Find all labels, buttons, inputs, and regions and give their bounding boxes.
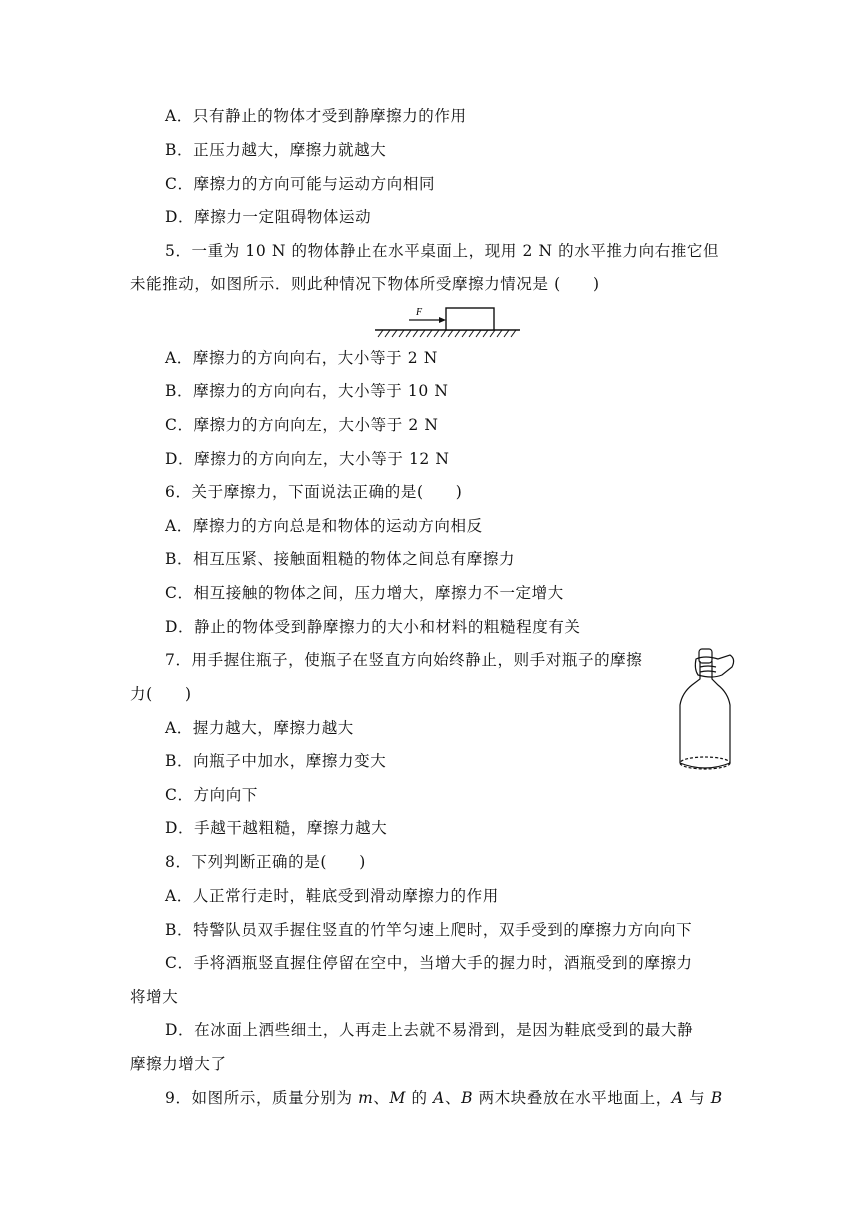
hand (695, 655, 733, 677)
q5-option-d: D．摩擦力的方向向左，大小等于 12 N (165, 450, 450, 468)
q9-var-A: A (433, 1089, 445, 1107)
q8-option-d-line1: D．在冰面上洒些细土，人再走上去就不易滑到，是因为鞋底受到的最大静 (165, 1021, 694, 1039)
q6-option-a: A．摩擦力的方向总是和物体的运动方向相反 (165, 517, 483, 535)
q9-text-2: 的 (406, 1089, 434, 1107)
q7-option-d: D．手越干越粗糙，摩擦力越大 (165, 819, 388, 837)
q8-option-a: A．人正常行走时，鞋底受到滑动摩擦力的作用 (165, 887, 499, 905)
q9-text-4: 与 (683, 1089, 711, 1107)
q8-option-d-line2: 摩擦力增大了 (130, 1055, 227, 1073)
q9-var-B2: B (710, 1089, 723, 1107)
bottle-left-outline (680, 661, 700, 763)
q9-sep-1: 、 (373, 1089, 390, 1107)
q9-var-A2: A (671, 1089, 684, 1107)
q7-stem-line1: 7．用手握住瓶子，使瓶子在竖直方向始终静止，则手对瓶子的摩擦 (165, 651, 643, 669)
q9-var-B: B (461, 1089, 474, 1107)
bottle-base (680, 757, 730, 769)
q9-text-3: 两木块叠放在水平地面上， (473, 1089, 672, 1107)
q8-option-b: B．特警队员双手握住竖直的竹竿匀速上爬时，双手受到的摩擦力方向向下 (165, 921, 693, 939)
q5-option-a: A．摩擦力的方向向右，大小等于 2 N (165, 349, 438, 367)
bottle-base-front (680, 763, 730, 768)
q5-option-c: C．摩擦力的方向向左，大小等于 2 N (165, 416, 439, 434)
q5-option-b: B．摩擦力的方向向右，大小等于 10 N (165, 382, 449, 400)
q9-sep-2: 、 (444, 1089, 462, 1107)
force-arrow-head (439, 317, 446, 323)
q7-stem-line2: 力( ) (130, 685, 192, 703)
q6-option-d: D．静止的物体受到静摩擦力的大小和材料的粗糙程度有关 (165, 618, 581, 636)
q5-stem-line1: 5．一重为 10 N 的物体静止在水平桌面上，现用 2 N 的水平推力向右推它但 (165, 242, 720, 260)
q4-option-d: D．摩擦力一定阻碍物体运动 (165, 208, 372, 226)
q9-text-1: 9．如图所示，质量分别为 (165, 1089, 359, 1107)
q7-option-b: B．向瓶子中加水，摩擦力变大 (165, 752, 387, 770)
q7-option-a: A．握力越大，摩擦力越大 (165, 719, 354, 737)
q8-option-c-line2: 将增大 (130, 988, 179, 1006)
q6-option-c: C．相互接触的物体之间，压力增大，摩擦力不一定增大 (165, 584, 564, 602)
q9-stem-line1 (165, 1088, 723, 1108)
finger-line-1 (700, 666, 716, 667)
q5-figure-block-on-table (372, 304, 522, 338)
q4-option-a: A．只有静止的物体才受到静摩擦力的作用 (165, 107, 467, 125)
q4-option-c: C．摩擦力的方向可能与运动方向相同 (165, 175, 436, 193)
q4-option-b: B．正压力越大，摩擦力就越大 (165, 141, 387, 159)
q9-var-M: M (389, 1089, 406, 1107)
q5-stem-line2: 未能推动，如图所示．则此种情况下物体所受摩擦力情况是 ( ) (130, 275, 600, 293)
finger-line-2 (700, 671, 716, 672)
q8-option-c-line1: C．手将酒瓶竖直握住停留在空中，当增大手的握力时，酒瓶受到的摩擦力 (165, 954, 693, 972)
q8-stem: 8．下列判断正确的是( ) (165, 853, 366, 871)
q7-figure-hand-holding-bottle (672, 645, 738, 777)
q9-var-m: m (358, 1089, 374, 1107)
bottle-cap (699, 649, 712, 663)
table-hatching (378, 330, 516, 337)
block (446, 308, 494, 330)
force-label: F (416, 307, 423, 318)
q6-stem: 6．关于摩擦力，下面说法正确的是( ) (165, 483, 463, 501)
q6-option-b: B．相互压紧、接触面粗糙的物体之间总有摩擦力 (165, 550, 516, 568)
q7-option-c: C．方向向下 (165, 786, 258, 804)
